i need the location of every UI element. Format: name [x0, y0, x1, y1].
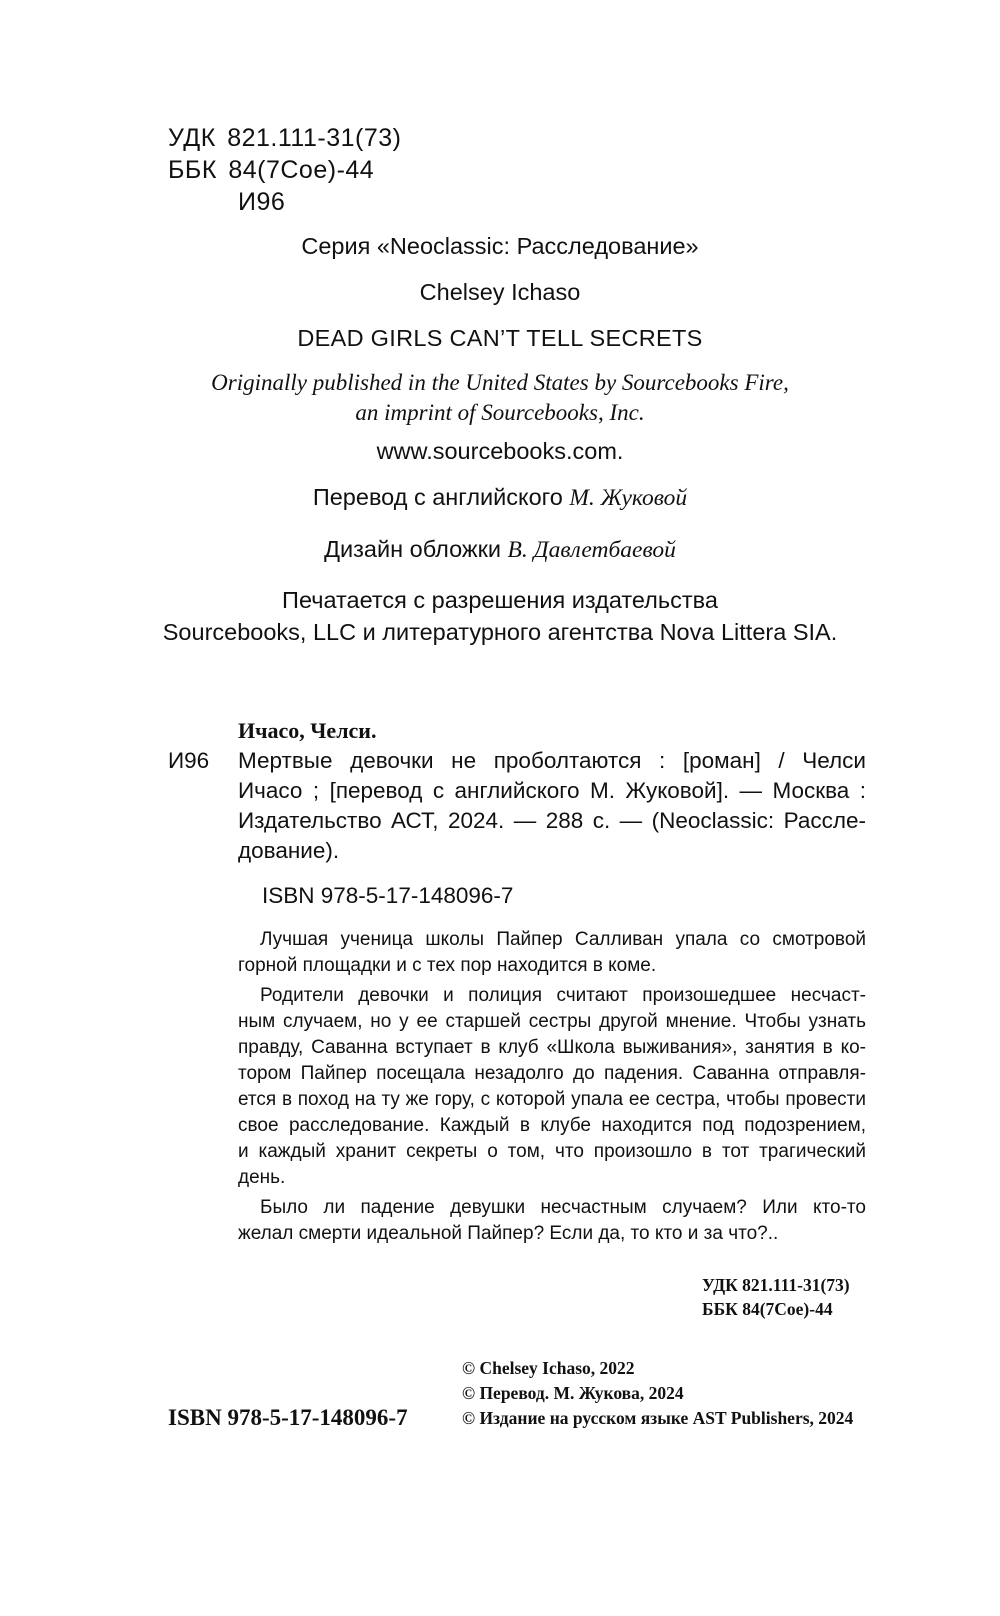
annotation-p3-line-1: Было ли падение девушки несчастным случаем? Или кто-то: [260, 1197, 866, 1218]
udk-code: [168, 124, 401, 153]
bbk-label: ББК: [168, 156, 217, 184]
annotation-p2-line-8: день.: [238, 1167, 286, 1188]
annotation-p1-line-1: Лучшая ученица школы Пайпер Салливан упала со смотровой: [260, 929, 866, 950]
annotation-p2-line-4: тором Пайпер посещала незадолго до падения. Саванна отправля-: [238, 1063, 866, 1084]
permission-line-2: Sourcebooks, LLC и литературного агентства Nova Littera SIA.: [162, 619, 838, 645]
bbk-code: [168, 156, 374, 185]
copyright-line-2: © Перевод. М. Жукова, 2024: [462, 1383, 684, 1403]
annotation-p2-line-3: правду, Саванна вступает в клуб «Школа выживания», занятия в ко-: [238, 1037, 866, 1058]
bibliographic-isbn: ISBN 978-5-17-148096-7: [262, 883, 514, 908]
permission-line-1: Печатается с разрешения издательства: [282, 587, 718, 613]
cover-designer-name: В. Давлетбаевой: [507, 537, 676, 563]
udk-value: 821.111-31(73): [227, 124, 402, 152]
annotation-p2-line-6: свое расследование. Каждый в клубе находится под подозрением,: [238, 1115, 866, 1136]
annotation-p2-line-7: и каждый хранит секреты о том, что произошло в тот трагический: [238, 1141, 866, 1162]
copyright-line-1: © Chelsey Ichaso, 2022: [462, 1358, 635, 1378]
isbn-footer: ISBN 978-5-17-148096-7: [168, 1405, 408, 1430]
bibliographic-line-2: Ичасо ; [перевод с английского М. Жуковой]. — Москва :: [238, 778, 866, 803]
bibliographic-author-mark: И96: [168, 748, 210, 773]
translation-prefix: Перевод с английского: [312, 484, 570, 510]
translation-credit: [0, 484, 1000, 512]
footer-bbk: ББК 84(7Сое)-44: [702, 1299, 833, 1319]
annotation-p2-line-5: ется в поход на ту же гору, с которой упала ее сестра, чтобы провести: [238, 1089, 866, 1110]
annotation-p2-line-2: ным случаем, но у ее старшей сестры другой мнение. Чтобы узнать: [238, 1011, 866, 1032]
cover-design-prefix: Дизайн обложки: [324, 536, 508, 562]
annotation-p3-line-2: желал смерти идеальной Пайпер? Если да, то кто и за что?..: [238, 1223, 779, 1244]
bibliographic-heading: Ичасо, Челси.: [238, 718, 377, 743]
bibliographic-line-3: Издательство АСТ, 2024. — 288 с. — (Neoclassic: Рассле-: [238, 808, 866, 833]
bbk-value: 84(7Сое)-44: [228, 156, 375, 184]
series-line: Серия «Neoclassic: Расследование»: [301, 233, 699, 259]
author-mark: И96: [238, 188, 286, 216]
copyright-line-3: © Издание на русском языке AST Publishers, 2024: [462, 1408, 854, 1428]
original-publication-line-2: an imprint of Sourcebooks, Inc.: [355, 400, 645, 425]
footer-udk: УДК 821.111-31(73): [702, 1275, 850, 1295]
original-author: Chelsey Ichaso: [419, 279, 581, 305]
udk-label: УДК: [168, 124, 216, 152]
original-publication-line-1: Originally published in the United States by Sourcebooks Fire,: [211, 370, 789, 395]
annotation-p1-line-2: горной площадки и с тех пор находится в коме.: [238, 955, 657, 976]
bibliographic-line-4: дование).: [238, 838, 340, 863]
original-title: DEAD GIRLS CAN’T TELL SECRETS: [297, 325, 703, 351]
cover-design-credit: [0, 536, 1000, 564]
translator-name: М. Жуковой: [569, 485, 688, 511]
bibliographic-line-1: Мертвые девочки не проболтаются : [роман] / Челси: [238, 748, 866, 773]
publisher-website: www.sourcebooks.com.: [376, 438, 624, 464]
annotation-p2-line-1: Родители девочки и полиция считают произошедшее несчаст-: [260, 985, 866, 1006]
